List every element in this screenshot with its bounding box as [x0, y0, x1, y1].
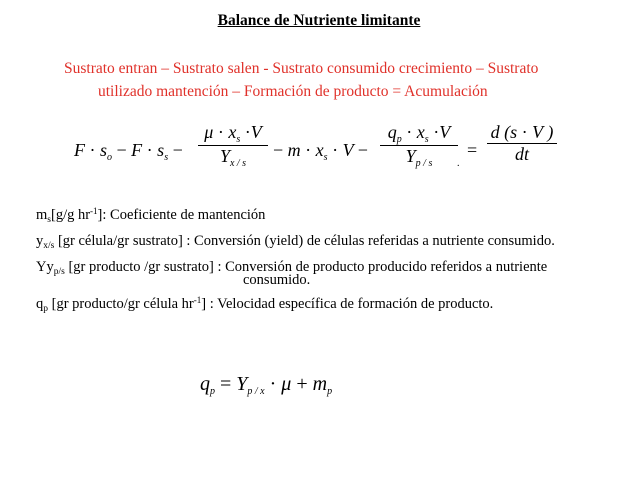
definition-qp: $q_p$ [gr producto/gr célula $hr^{-1}$] : Velocidad específica de formación de producto. — [36, 295, 494, 314]
definition-maintenance: $m_s[g/g$ $hr^{-1}$]: Coeficiente de mantención — [36, 206, 266, 225]
definition-yield-ps: $Yy_{p/s}$ [gr producto /gr sustrato] : Conversión de producto producido referidos a nutriente — [36, 259, 548, 277]
balance-statement-line2: utilizado mantención – Formación de producto = Acumulación — [98, 83, 488, 100]
qp-equation: $q_p = Y_{p / x} \cdot \mu + m_p$ — [200, 373, 333, 397]
definition-yield-ps-continued: consumido. — [243, 272, 311, 288]
balance-equation: $F \cdot s_o - F \cdot s_s$ − $\mu \cdot x_s \cdot V$ $Y_{x / s}$ − $m \cdot x_s \cdot V$ − $q_p \cdot x_s \cdot V$ $Y_{p / s}$ . = d (s · V ) dt — [0, 0, 638, 200]
definition-yield-xs: $y_{x/s}$ [gr célula/gr sustrato] : Conversión (yield) de células referidas a nutriente consumido. — [36, 233, 555, 251]
page-title: Balance de Nutriente limitante — [217, 12, 421, 29]
balance-statement-line1: Sustrato entran – Sustrato salen - Sustrato consumido crecimiento – Sustrato — [64, 60, 539, 77]
